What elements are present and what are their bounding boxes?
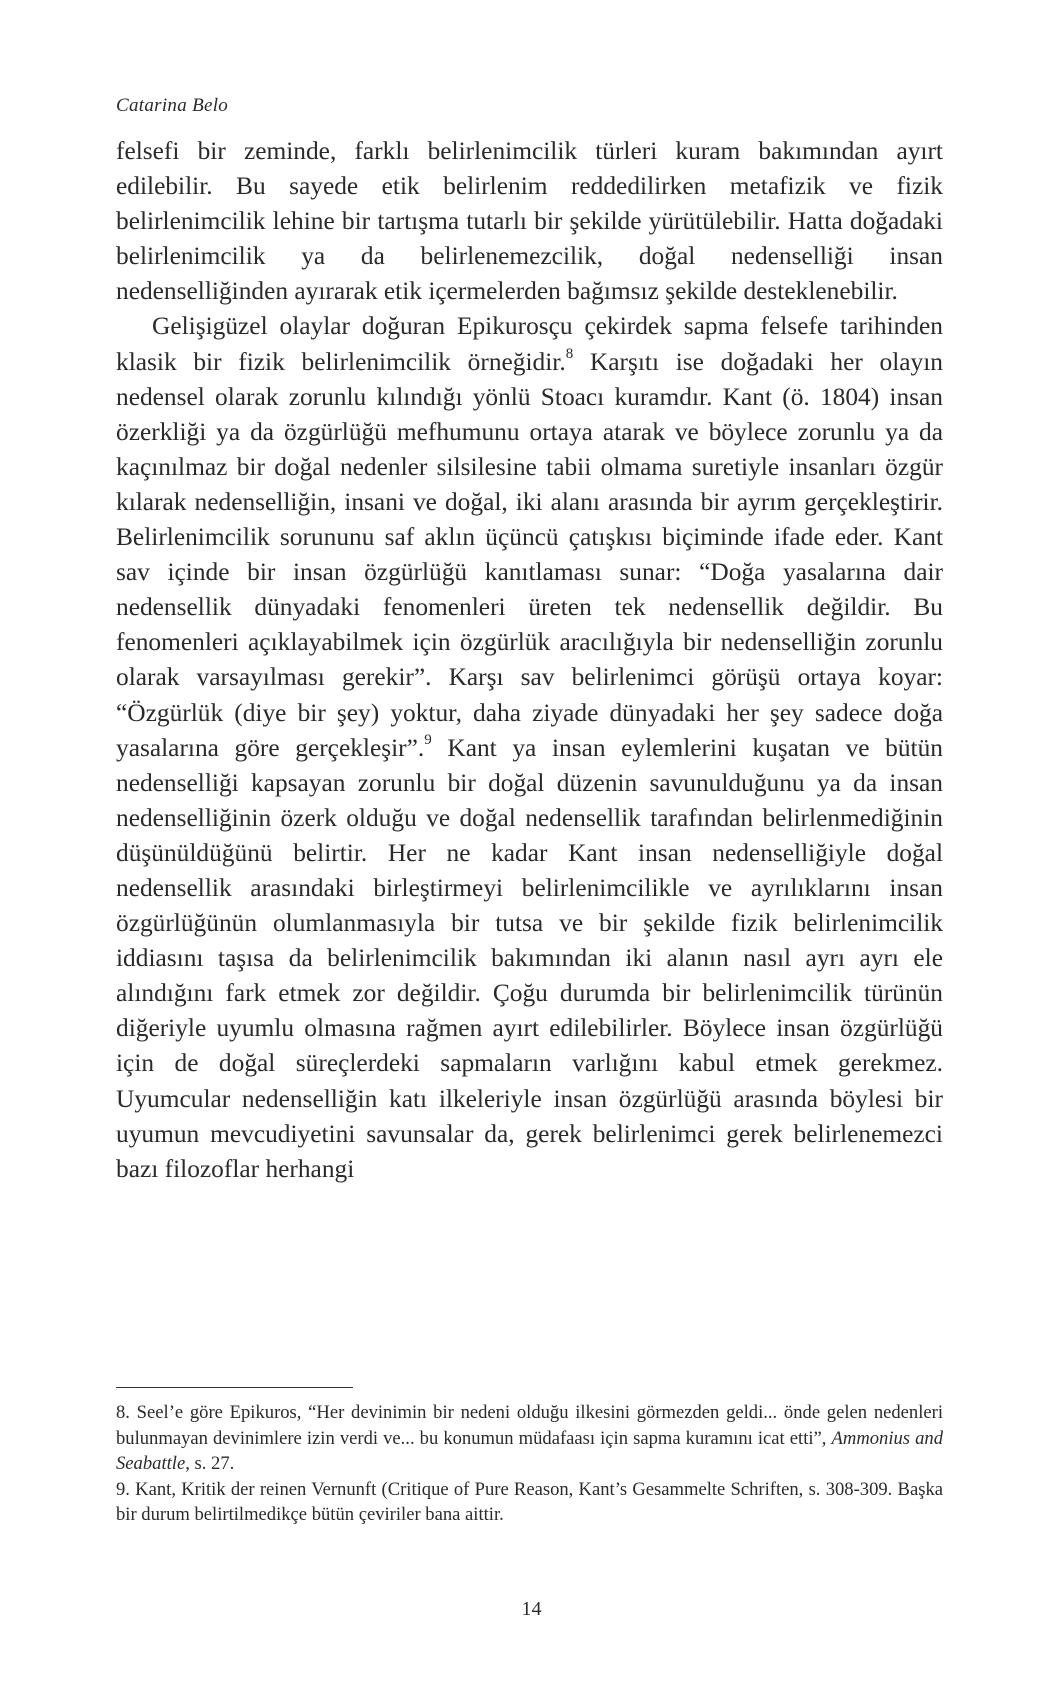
footnote-8 [116, 1400, 943, 1477]
footnote-8-text: 8. Seel’e göre Epikuros, “Her devinimin bir nedeni olduğu ilkesini görmezden geldi... önde gelen nedenleri bulunmayan devinimlere izin verdi ve... bu konumun müdafaası için sapma kuramını icat etti”, [116, 1402, 943, 1449]
main-text [116, 134, 943, 1187]
paragraph-text: Kant ya insan eylemlerini kuşatan ve bütün nedenselliği kapsayan zorunlu bir doğal düzenin savunulduğunu ya da insan nedenselliğinin özerk olduğu ve doğal nedensellik tarafından belirlenmediğinin düşünüldüğünü belirtir. Her ne kadar Kant insan nedenselliğiyle doğal nedensellik arasındaki birleştirmeyi belirlenimcilikle ve ayrılıklarını insan özgürlüğünün olumlanmasıyla bir tutsa ve bir şekilde fizik belirlenimcilik iddiasını taşısa da belirlenimcilik bakımından iki alanın nasıl ayrı ayrı ele alındığını fark etmek zor değildir. Çoğu durumda bir belirlenimcilik türünün diğeriyle uyumlu olmasına rağmen ayırt edilebilirler. Böylece insan özgürlüğü için de doğal süreçlerdeki sapmaların varlığını kabul etmek gerekmez. Uyumcular nedenselliğin katı ilkeleriyle insan özgürlüğü arasında böylesi bir uyumun mevcudiyetini savunsalar da, gerek belirlenimci gerek belirlenemezci bazı filozoflar herhangi [116, 733, 943, 1183]
paragraph-text: felsefi bir zeminde, farklı belirlenimcilik türleri kuram bakımından ayırt edilebilir. Bu sayede etik belirlenim reddedilirken metafizik ve fizik belirlenimcilik lehine bir tartışma tutarlı bir şekilde yürütülebilir. Hatta doğadaki belirlenimcilik ya da belirlenemezcilik, doğal nedenselliği insan nedenselliğinden ayırarak etik içermelerden bağımsız şekilde desteklenebilir. [116, 137, 943, 306]
footnote-8-title: Ammonius and Seabattle [116, 1427, 944, 1474]
footnote-ref-9[interactable]: 9 [424, 732, 432, 749]
running-head: Catarina Belo [116, 95, 229, 116]
paragraph-text: Karşıtı ise doğadaki her olayın nedensel olarak zorunlu kılındığı yönlü Stoacı kuramdır. Kant (ö. 1804) insan özerkliği ya da özgürlüğü mefhumunu ortaya atarak ve böylece zorunlu ya da kaçınılmaz bir doğal nedenler silsilesine tabii olmama suretiyle insanları özgür kılarak nedenselliğin, insani ve doğal, iki alanı arasında bir ayrım gerçekleştirir. Belirlenimcilik sorununu saf aklın üçüncü çatışkısı biçiminde ifade eder. Kant sav içinde bir insan özgürlüğü kanıtlaması sunar: “Doğa yasalarına dair nedensellik dünyadaki fenomenleri üreten tek nedensellik değildir. Bu fenomenleri açıklayabilmek için özgürlük aracılığıyla bir nedenselliğin zorunlu olarak varsayılması gerekir”. Karşı sav belirlenimci görüşü ortaya koyar: “Özgürlük (diye bir şey) yoktur, daha ziyade dünyadaki her şey sadece doğa yasalarına göre gerçekleşir”. [116, 347, 943, 762]
footnote-ref-8[interactable]: 8 [565, 346, 574, 363]
paragraph [116, 309, 943, 1186]
footnotes [116, 1400, 943, 1528]
footnote-divider [116, 1387, 353, 1388]
page-number: 14 [521, 1598, 542, 1620]
footnote-9-text: 9. Kant, Kritik der reinen Vernunft (Critique of Pure Reason, Kant’s Gesammelte Schriften, s. 308-309. Başka bir durum belirtilmedikçe bütün çeviriler bana aittir. [116, 1478, 943, 1525]
footnote-8-tail: , s. 27. [185, 1453, 235, 1474]
paragraph [116, 134, 943, 309]
paragraph-text: Gelişigüzel olaylar doğuran Epikurosçu çekirdek sapma felsefe tarihinden klasik bir fizik belirlenimcilik örneğidir. [116, 312, 943, 376]
footnote-9 [116, 1477, 943, 1528]
